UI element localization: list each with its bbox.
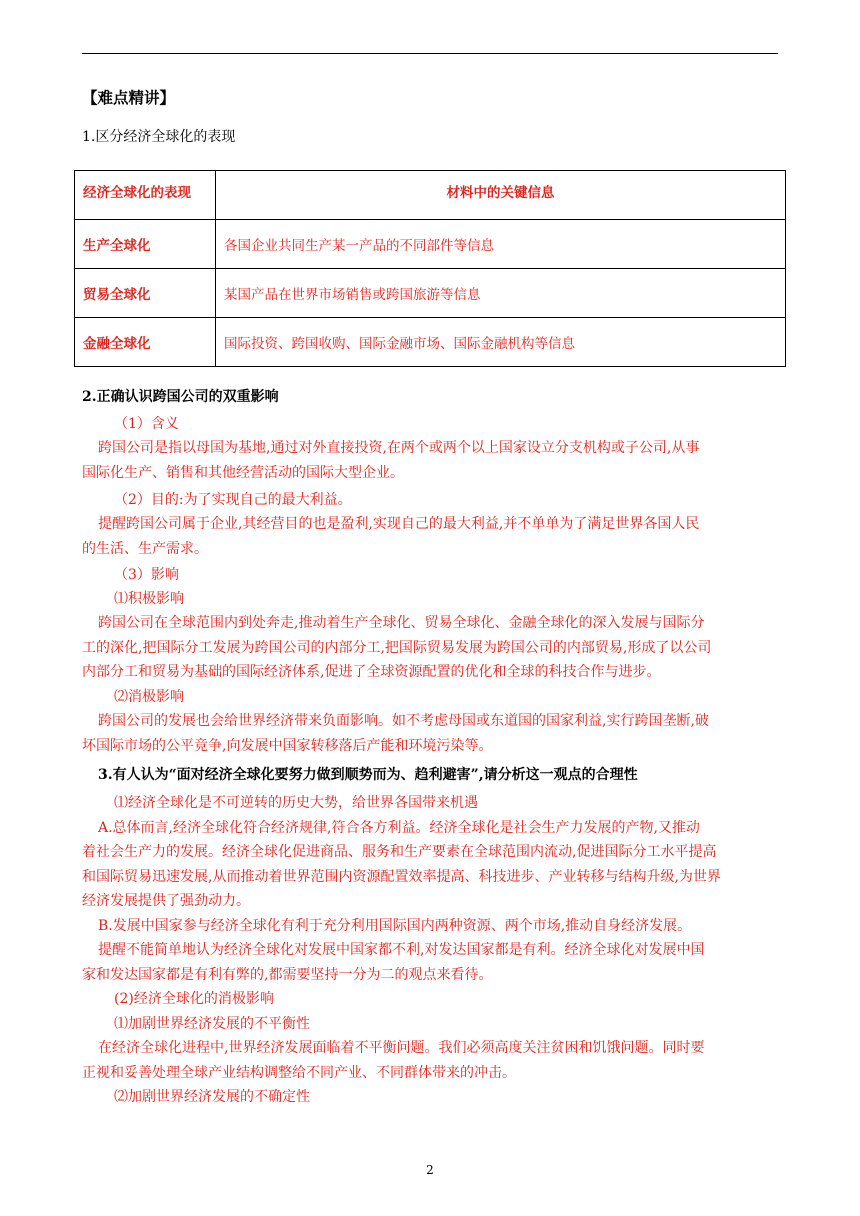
paragraph-line: ⑴经济全球化是不可逆转的历史大势，给世界各国带来机遇 — [114, 795, 478, 811]
paragraph-line: 正视和妥善处理全球产业结构调整给不同产业、不同群体带来的冲击。 — [82, 1065, 516, 1081]
paragraph-line: 内部分工和贸易为基础的国际经济体系,促进了全球资源配置的优化和全球的科技合作与进步。 — [82, 664, 661, 680]
page-number: 2 — [426, 1163, 434, 1177]
paragraph-line: 跨国公司在全球范围内到处奔走,推动着生产全球化、贸易全球化、金融全球化的深入发展与国际分 — [98, 615, 705, 631]
section-heading: 【难点精讲】 — [82, 89, 176, 107]
table-row — [75, 269, 786, 318]
paragraph-line: (2)经济全球化的消极影响 — [114, 991, 274, 1007]
paragraph-line: 跨国公司是指以母国为基地,通过对外直接投资,在两个或两个以上国家设立分支机构或子公司,从事 — [98, 440, 700, 456]
table-cell: 各国企业共同生产某一产品的不同部件等信息 — [216, 220, 786, 269]
table-header-row — [75, 171, 786, 220]
paragraph-line: ⑴加剧世界经济发展的不平衡性 — [114, 1016, 310, 1032]
table-header-cell: 材料中的关键信息 — [216, 171, 786, 220]
paragraph-line: 国际化生产、销售和其他经营活动的国际大型企业。 — [82, 465, 404, 481]
paragraph-line: ⑴积极影响 — [114, 591, 184, 607]
paragraph-line: B.发展中国家参与经济全球化有利于充分利用国际国内两种资源、两个市场,推动自身经济发展。 — [98, 918, 692, 934]
section-3-title: 3.有人认为“面对经济全球化要努力做到顺势而为、趋利避害”,请分析这一观点的合理性 — [98, 767, 638, 783]
paragraph-line: 的生活、生产需求。 — [82, 541, 208, 557]
paragraph-line: A.总体而言,经济全球化符合经济规律,符合各方利益。经济全球化是社会生产力发展的产物,又推动 — [98, 820, 700, 836]
paragraph-line: （3）影响 — [114, 567, 179, 583]
table-cell: 金融全球化 — [75, 318, 216, 367]
paragraph-line: 经济发展提供了强劲动力。 — [82, 893, 250, 909]
globalization-table — [74, 170, 786, 367]
paragraph-line: 提醒不能简单地认为经济全球化对发展中国家都不利,对发达国家都是有利。经济全球化对发展中国 — [98, 942, 705, 958]
paragraph-line: ⑵加剧世界经济发展的不确定性 — [114, 1089, 310, 1105]
table-row — [75, 220, 786, 269]
table-cell: 某国产品在世界市场销售或跨国旅游等信息 — [216, 269, 786, 318]
paragraph-line: ⑵消极影响 — [114, 689, 184, 705]
table-row — [75, 318, 786, 367]
table-header-cell: 经济全球化的表现 — [75, 171, 216, 220]
paragraph-line: 提醒跨国公司属于企业,其经营目的也是盈利,实现自己的最大利益,并不单单为了满足世界各国人民 — [98, 516, 700, 532]
paragraph-line: 工的深化,把国际分工发展为跨国公司的内部分工,把国际贸易发展为跨国公司的内部贸易,形成了以公司 — [82, 640, 712, 656]
paragraph-line: （1）含义 — [114, 416, 179, 432]
paragraph-line: 着社会生产力的发展。经济全球化促进商品、服务和生产要素在全球范围内流动,促进国际分工水平提高 — [82, 844, 717, 860]
table-cell: 贸易全球化 — [75, 269, 216, 318]
section-1-title: 1.区分经济全球化的表现 — [82, 129, 236, 145]
table-cell: 生产全球化 — [75, 220, 216, 269]
paragraph-line: 家和发达国家都是有利有弊的,都需要坚持一分为二的观点来看待。 — [82, 967, 493, 983]
paragraph-line: 跨国公司的发展也会给世界经济带来负面影响。如不考虑母国或东道国的国家利益,实行跨国垄断,破 — [98, 713, 709, 729]
section-2-title: 2.正确认识跨国公司的双重影响 — [82, 389, 279, 405]
table-cell: 国际投资、跨国收购、国际金融市场、国际金融机构等信息 — [216, 318, 786, 367]
header-rule — [82, 53, 778, 54]
paragraph-line: 坏国际市场的公平竞争,向发展中国家转移落后产能和环境污染等。 — [82, 738, 493, 754]
paragraph-line: 和国际贸易迅速发展,从而推动着世界范围内资源配置效率提高、科技进步、产业转移与结构升级,为世界 — [82, 869, 721, 885]
paragraph-line: 在经济全球化进程中,世界经济发展面临着不平衡问题。我们必须高度关注贫困和饥饿问题。同时要 — [98, 1040, 705, 1056]
paragraph-line: （2）目的:为了实现自己的最大利益。 — [114, 492, 352, 508]
